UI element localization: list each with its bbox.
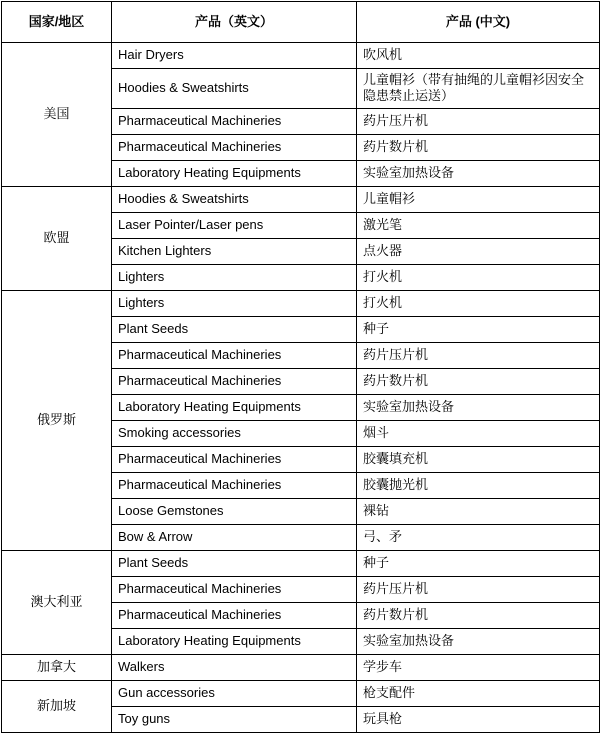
product-cn-cell: 药片压片机 bbox=[357, 576, 600, 602]
table-header-row bbox=[2, 2, 600, 43]
product-en-cell: Kitchen Lighters bbox=[112, 238, 357, 264]
region-cell: 新加坡 bbox=[2, 680, 112, 732]
product-en-cell: Hair Dryers bbox=[112, 43, 357, 69]
product-en-cell: Lighters bbox=[112, 264, 357, 290]
product-cn-cell: 弓、矛 bbox=[357, 524, 600, 550]
column-header-region: 国家/地区 bbox=[2, 2, 112, 43]
table-row bbox=[2, 654, 600, 680]
product-cn-cell: 种子 bbox=[357, 550, 600, 576]
table-row bbox=[2, 550, 600, 576]
product-cn-cell: 烟斗 bbox=[357, 420, 600, 446]
column-header-product-en: 产品（英文） bbox=[112, 2, 357, 43]
region-cell: 澳大利亚 bbox=[2, 550, 112, 654]
product-cn-cell: 药片压片机 bbox=[357, 342, 600, 368]
product-cn-cell: 打火机 bbox=[357, 264, 600, 290]
product-cn-cell: 激光笔 bbox=[357, 212, 600, 238]
product-en-cell: Pharmaceutical Machineries bbox=[112, 472, 357, 498]
region-cell: 欧盟 bbox=[2, 186, 112, 290]
product-cn-cell: 儿童帽衫（带有抽绳的儿童帽衫因安全 隐患禁止运送） bbox=[357, 69, 600, 109]
product-en-cell: Bow & Arrow bbox=[112, 524, 357, 550]
region-cell: 加拿大 bbox=[2, 654, 112, 680]
region-cell: 美国 bbox=[2, 43, 112, 187]
product-cn-cell: 实验室加热设备 bbox=[357, 160, 600, 186]
product-cn-cell: 药片数片机 bbox=[357, 134, 600, 160]
product-en-cell: Laser Pointer/Laser pens bbox=[112, 212, 357, 238]
product-en-cell: Pharmaceutical Machineries bbox=[112, 134, 357, 160]
column-header-product-cn: 产品 (中文) bbox=[357, 2, 600, 43]
product-cn-cell: 儿童帽衫 bbox=[357, 186, 600, 212]
product-cn-cell: 实验室加热设备 bbox=[357, 394, 600, 420]
product-en-cell: Pharmaceutical Machineries bbox=[112, 602, 357, 628]
product-cn-cell: 枪支配件 bbox=[357, 680, 600, 706]
table-body bbox=[2, 43, 600, 733]
product-cn-cell: 胶囊抛光机 bbox=[357, 472, 600, 498]
product-en-cell: Pharmaceutical Machineries bbox=[112, 108, 357, 134]
region-cell: 俄罗斯 bbox=[2, 290, 112, 550]
product-cn-cell: 玩具枪 bbox=[357, 706, 600, 732]
product-cn-cell: 打火机 bbox=[357, 290, 600, 316]
product-en-cell: Plant Seeds bbox=[112, 316, 357, 342]
table-header bbox=[2, 2, 600, 43]
product-en-cell: Pharmaceutical Machineries bbox=[112, 446, 357, 472]
product-cn-cell: 药片压片机 bbox=[357, 108, 600, 134]
product-en-cell: Hoodies & Sweatshirts bbox=[112, 186, 357, 212]
product-en-cell: Smoking accessories bbox=[112, 420, 357, 446]
product-en-cell: Laboratory Heating Equipments bbox=[112, 628, 357, 654]
restricted-products-table bbox=[1, 1, 600, 733]
product-en-cell: Pharmaceutical Machineries bbox=[112, 342, 357, 368]
product-en-cell: Hoodies & Sweatshirts bbox=[112, 69, 357, 109]
product-cn-cell: 吹风机 bbox=[357, 43, 600, 69]
product-en-cell: Loose Gemstones bbox=[112, 498, 357, 524]
product-en-cell: Toy guns bbox=[112, 706, 357, 732]
product-en-cell: Gun accessories bbox=[112, 680, 357, 706]
product-en-cell: Plant Seeds bbox=[112, 550, 357, 576]
table-row bbox=[2, 186, 600, 212]
product-en-cell: Walkers bbox=[112, 654, 357, 680]
product-cn-cell: 学步车 bbox=[357, 654, 600, 680]
table-row bbox=[2, 680, 600, 706]
product-en-cell: Pharmaceutical Machineries bbox=[112, 576, 357, 602]
product-en-cell: Laboratory Heating Equipments bbox=[112, 394, 357, 420]
product-cn-cell: 药片数片机 bbox=[357, 368, 600, 394]
product-en-cell: Pharmaceutical Machineries bbox=[112, 368, 357, 394]
table-row bbox=[2, 43, 600, 69]
product-cn-cell: 实验室加热设备 bbox=[357, 628, 600, 654]
product-cn-cell: 种子 bbox=[357, 316, 600, 342]
product-en-cell: Lighters bbox=[112, 290, 357, 316]
product-en-cell: Laboratory Heating Equipments bbox=[112, 160, 357, 186]
product-cn-cell: 药片数片机 bbox=[357, 602, 600, 628]
product-cn-cell: 点火器 bbox=[357, 238, 600, 264]
table-row bbox=[2, 290, 600, 316]
product-cn-cell: 裸钻 bbox=[357, 498, 600, 524]
product-cn-cell: 胶囊填充机 bbox=[357, 446, 600, 472]
